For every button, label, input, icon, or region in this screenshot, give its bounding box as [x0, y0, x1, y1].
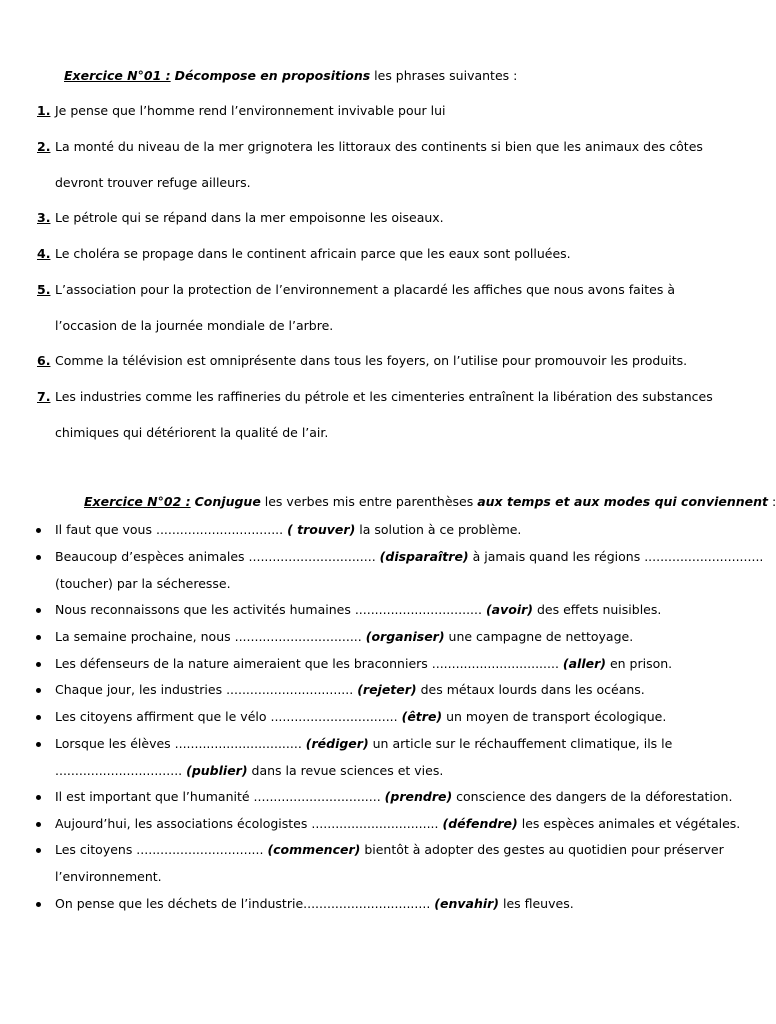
sentence-text: On pense que les déchets de l’industrie................................ — [55, 896, 435, 911]
bullet-icon — [36, 848, 41, 853]
sentence-text: les espèces animales et végétales. — [517, 816, 741, 831]
bullet-icon — [36, 742, 41, 747]
sentence-text: La semaine prochaine, nous ................................ — [55, 629, 366, 644]
verb-infinitive: (envahir) — [434, 896, 499, 911]
bullet-icon — [36, 608, 41, 613]
bullet-icon — [36, 528, 41, 533]
sentence-text: Comme la télévision est omniprésente dans tous les foyers, on l’utilise pour promouvoir les produits. — [55, 353, 688, 368]
sentence-text: conscience des dangers de la déforestation. — [452, 789, 733, 804]
sentence-text: Les industries comme les raffineries du pétrole et les cimenteries entraînent la libération des substances — [55, 389, 713, 404]
item-number: 3. — [37, 210, 51, 225]
bullet-icon — [36, 715, 41, 720]
sentence-text: ................................ — [55, 763, 187, 778]
sentence-text: chimiques qui détériorent la qualité de l’air. — [55, 425, 329, 440]
exercise-2-label: Exercice N°02 : — [84, 494, 191, 509]
verb-infinitive: (avoir) — [485, 602, 533, 617]
sentence-text: à jamais quand les régions .............................. — [468, 549, 764, 564]
bullet-icon — [36, 555, 41, 560]
sentence-text: Il faut que vous ................................ — [55, 522, 288, 537]
sentence-text: Les citoyens ................................ — [55, 842, 268, 857]
sentence-line — [55, 896, 574, 911]
item-number: 5. — [37, 282, 51, 297]
verb-infinitive: (être) — [401, 709, 443, 724]
verb-infinitive: (organiser) — [365, 629, 445, 644]
sentence-text: des métaux lourds dans les océans. — [416, 682, 645, 697]
sentence-text: Aujourd’hui, les associations écologistes ................................ — [55, 816, 443, 831]
exercise-1-instruction: Décompose en propositions — [174, 68, 371, 83]
sentence-text: dans la revue sciences et vies. — [247, 763, 444, 778]
verb-infinitive: (prendre) — [384, 789, 453, 804]
sentence-line — [55, 709, 666, 724]
bullet-icon — [36, 688, 41, 693]
exercise-1-rest: les phrases suivantes : — [370, 68, 518, 83]
sentence-text: un article sur le réchauffement climatique, ils le — [368, 736, 673, 751]
sentence-line — [55, 522, 521, 537]
exercise-2-instruction: Conjugue — [194, 494, 261, 509]
verb-infinitive: (rédiger) — [305, 736, 369, 751]
exercise-2-mid: les verbes mis entre parenthèses — [260, 494, 478, 509]
exercise-2-end: : — [768, 494, 776, 509]
sentence-text: Lorsque les élèves ................................ — [55, 736, 306, 751]
sentence-line — [55, 869, 162, 884]
sentence-text: bientôt à adopter des gestes au quotidien pour préserver — [360, 842, 724, 857]
bullet-icon — [36, 822, 41, 827]
sentence-line — [55, 842, 724, 857]
sentence-line — [55, 656, 672, 671]
exercise-1-label: Exercice N°01 : — [64, 68, 171, 83]
verb-infinitive: (aller) — [562, 656, 606, 671]
item-number: 7. — [37, 389, 51, 404]
sentence-line — [55, 789, 732, 804]
sentence-text: un moyen de transport écologique. — [442, 709, 667, 724]
sentence-line — [55, 763, 443, 778]
sentence-text: l’occasion de la journée mondiale de l’arbre. — [55, 318, 334, 333]
sentence-line — [55, 629, 633, 644]
sentence-line — [55, 576, 231, 591]
sentence-text: devront trouver refuge ailleurs. — [55, 175, 251, 190]
sentence-text: Beaucoup d’espèces animales ................................ — [55, 549, 380, 564]
sentence-text: l’environnement. — [55, 869, 162, 884]
item-number: 6. — [37, 353, 51, 368]
sentence-text: les fleuves. — [499, 896, 574, 911]
bullet-icon — [36, 902, 41, 907]
sentence-text: en prison. — [605, 656, 673, 671]
sentence-text: Le pétrole qui se répand dans la mer empoisonne les oiseaux. — [55, 210, 444, 225]
sentence-text: la solution à ce problème. — [355, 522, 522, 537]
bullet-icon — [36, 795, 41, 800]
verb-infinitive: ( trouver) — [287, 522, 356, 537]
sentence-text: Le choléra se propage dans le continent africain parce que les eaux sont polluées. — [55, 246, 571, 261]
item-number: 4. — [37, 246, 51, 261]
sentence-line — [55, 682, 645, 697]
sentence-text: Les défenseurs de la nature aimeraient que les braconniers ................................ — [55, 656, 563, 671]
exercise-2-heading — [84, 494, 776, 509]
sentence-text: Je pense que l’homme rend l’environnement invivable pour lui — [55, 103, 446, 118]
sentence-text: une campagne de nettoyage. — [444, 629, 634, 644]
verb-infinitive: (rejeter) — [357, 682, 417, 697]
verb-infinitive: (défendre) — [442, 816, 518, 831]
sentence-line — [55, 549, 763, 564]
exercise-1-heading — [64, 68, 517, 83]
sentence-text: des effets nuisibles. — [533, 602, 662, 617]
sentence-text: Il est important que l’humanité ................................ — [55, 789, 385, 804]
item-number: 2. — [37, 139, 51, 154]
exercise-2-emphasis: aux temps et aux modes qui conviennent — [477, 494, 769, 509]
sentence-text: Chaque jour, les industries ................................ — [55, 682, 358, 697]
sentence-text: Les citoyens affirment que le vélo ................................ — [55, 709, 402, 724]
sentence-line — [55, 816, 740, 831]
bullet-icon — [36, 662, 41, 667]
sentence-text: Nous reconnaissons que les activités humaines ................................ — [55, 602, 486, 617]
sentence-text: (toucher) par la sécheresse. — [55, 576, 231, 591]
verb-infinitive: (disparaître) — [379, 549, 469, 564]
item-number: 1. — [37, 103, 51, 118]
verb-infinitive: (commencer) — [267, 842, 361, 857]
sentence-text: La monté du niveau de la mer grignotera les littoraux des continents si bien que les animaux des côtes — [55, 139, 703, 154]
verb-infinitive: (publier) — [186, 763, 248, 778]
bullet-icon — [36, 635, 41, 640]
sentence-line — [55, 736, 672, 751]
sentence-text: L’association pour la protection de l’environnement a placardé les affiches que nous avons faites à — [55, 282, 675, 297]
sentence-line — [55, 602, 661, 617]
